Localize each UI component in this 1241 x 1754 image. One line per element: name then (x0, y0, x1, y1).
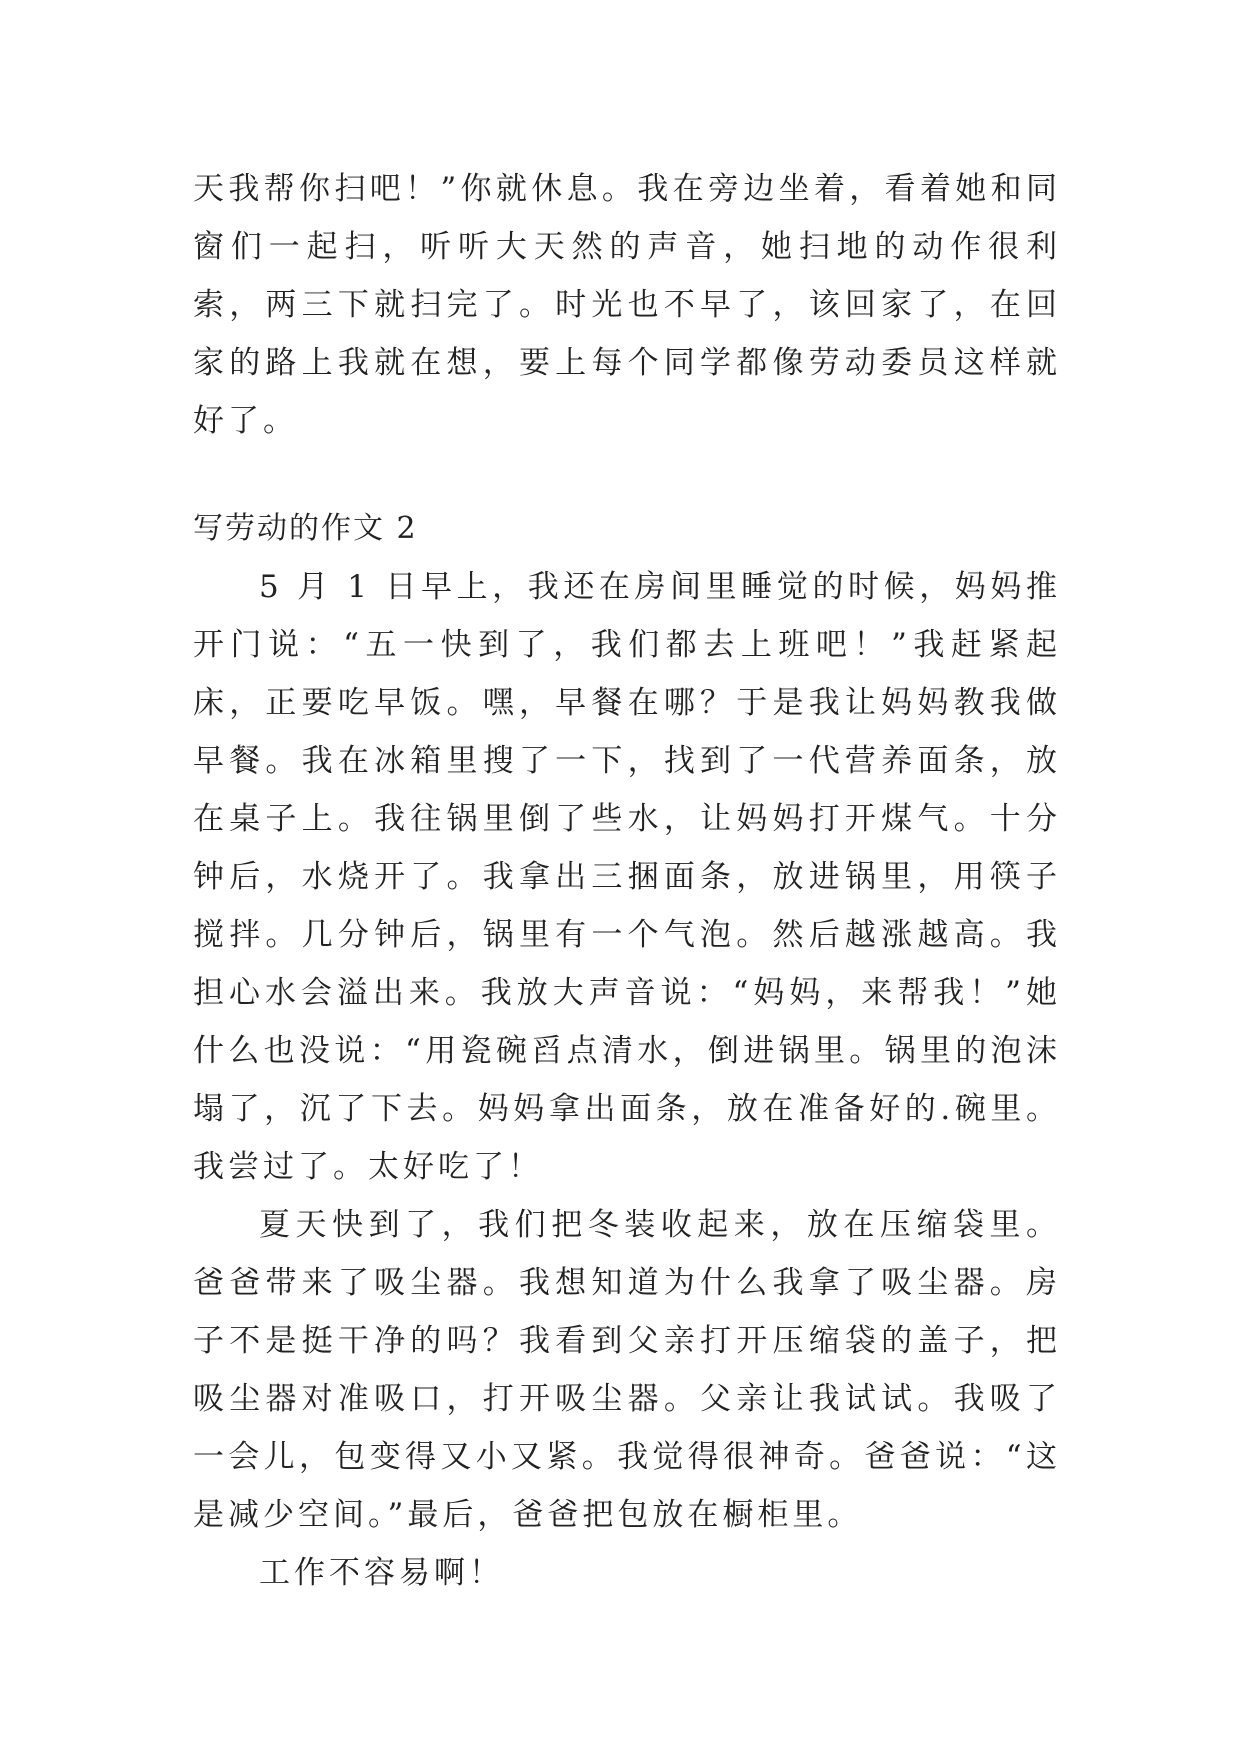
paragraph-morning: 5 月 1 日早上，我还在房间里睡觉的时候，妈妈推开门说：“五一快到了，我们都去上班吧！”我赶紧起床，正要吃早饭。嘿，早餐在哪？于是我让妈妈教我做早餐。我在冰箱里搜了一下，找到了一代营养面条，放在桌子上。我往锅里倒了些水，让妈妈打开煤气。十分钟后，水烧开了。我拿出三捆面条，放进锅里，用筷子搅拌。几分钟后，锅里有一个气泡。然后越涨越高。我担心水会溢出来。我放大声音说：“妈妈，来帮我！”她什么也没说：“用瓷碗舀点清水，倒进锅里。锅里的泡沫塌了，沉了下去。妈妈拿出面条，放在准备好的.碗里。我尝过了。太好吃了！ (193, 569, 1061, 1185)
section-title: 写劳动的作文 2 (193, 511, 418, 546)
document-body (193, 160, 1061, 1602)
continuation-paragraph: 天我帮你扫吧！”你就休息。我在旁边坐着，看着她和同窗们一起扫，听听大天然的声音，她扫地的动作很利索，两三下就扫完了。时光也不早了，该回家了，在回家的路上我就在想，要上每个同学都像劳动委员这样就好了。 (193, 171, 1061, 439)
paragraph-closing: 工作不容易啊！ (259, 1555, 504, 1591)
paragraph-summer: 夏天快到了，我们把冬装收起来，放在压缩袋里。爸爸带来了吸尘器。我想知道为什么我拿了吸尘器。房子不是挺干净的吗？我看到父亲打开压缩袋的盖子，把吸尘器对准吸口，打开吸尘器。父亲让我试试。我吸了一会儿，包变得又小又紧。我觉得很神奇。爸爸说：“这是减少空间。”最后，爸爸把包放在橱柜里。 (193, 1207, 1061, 1533)
